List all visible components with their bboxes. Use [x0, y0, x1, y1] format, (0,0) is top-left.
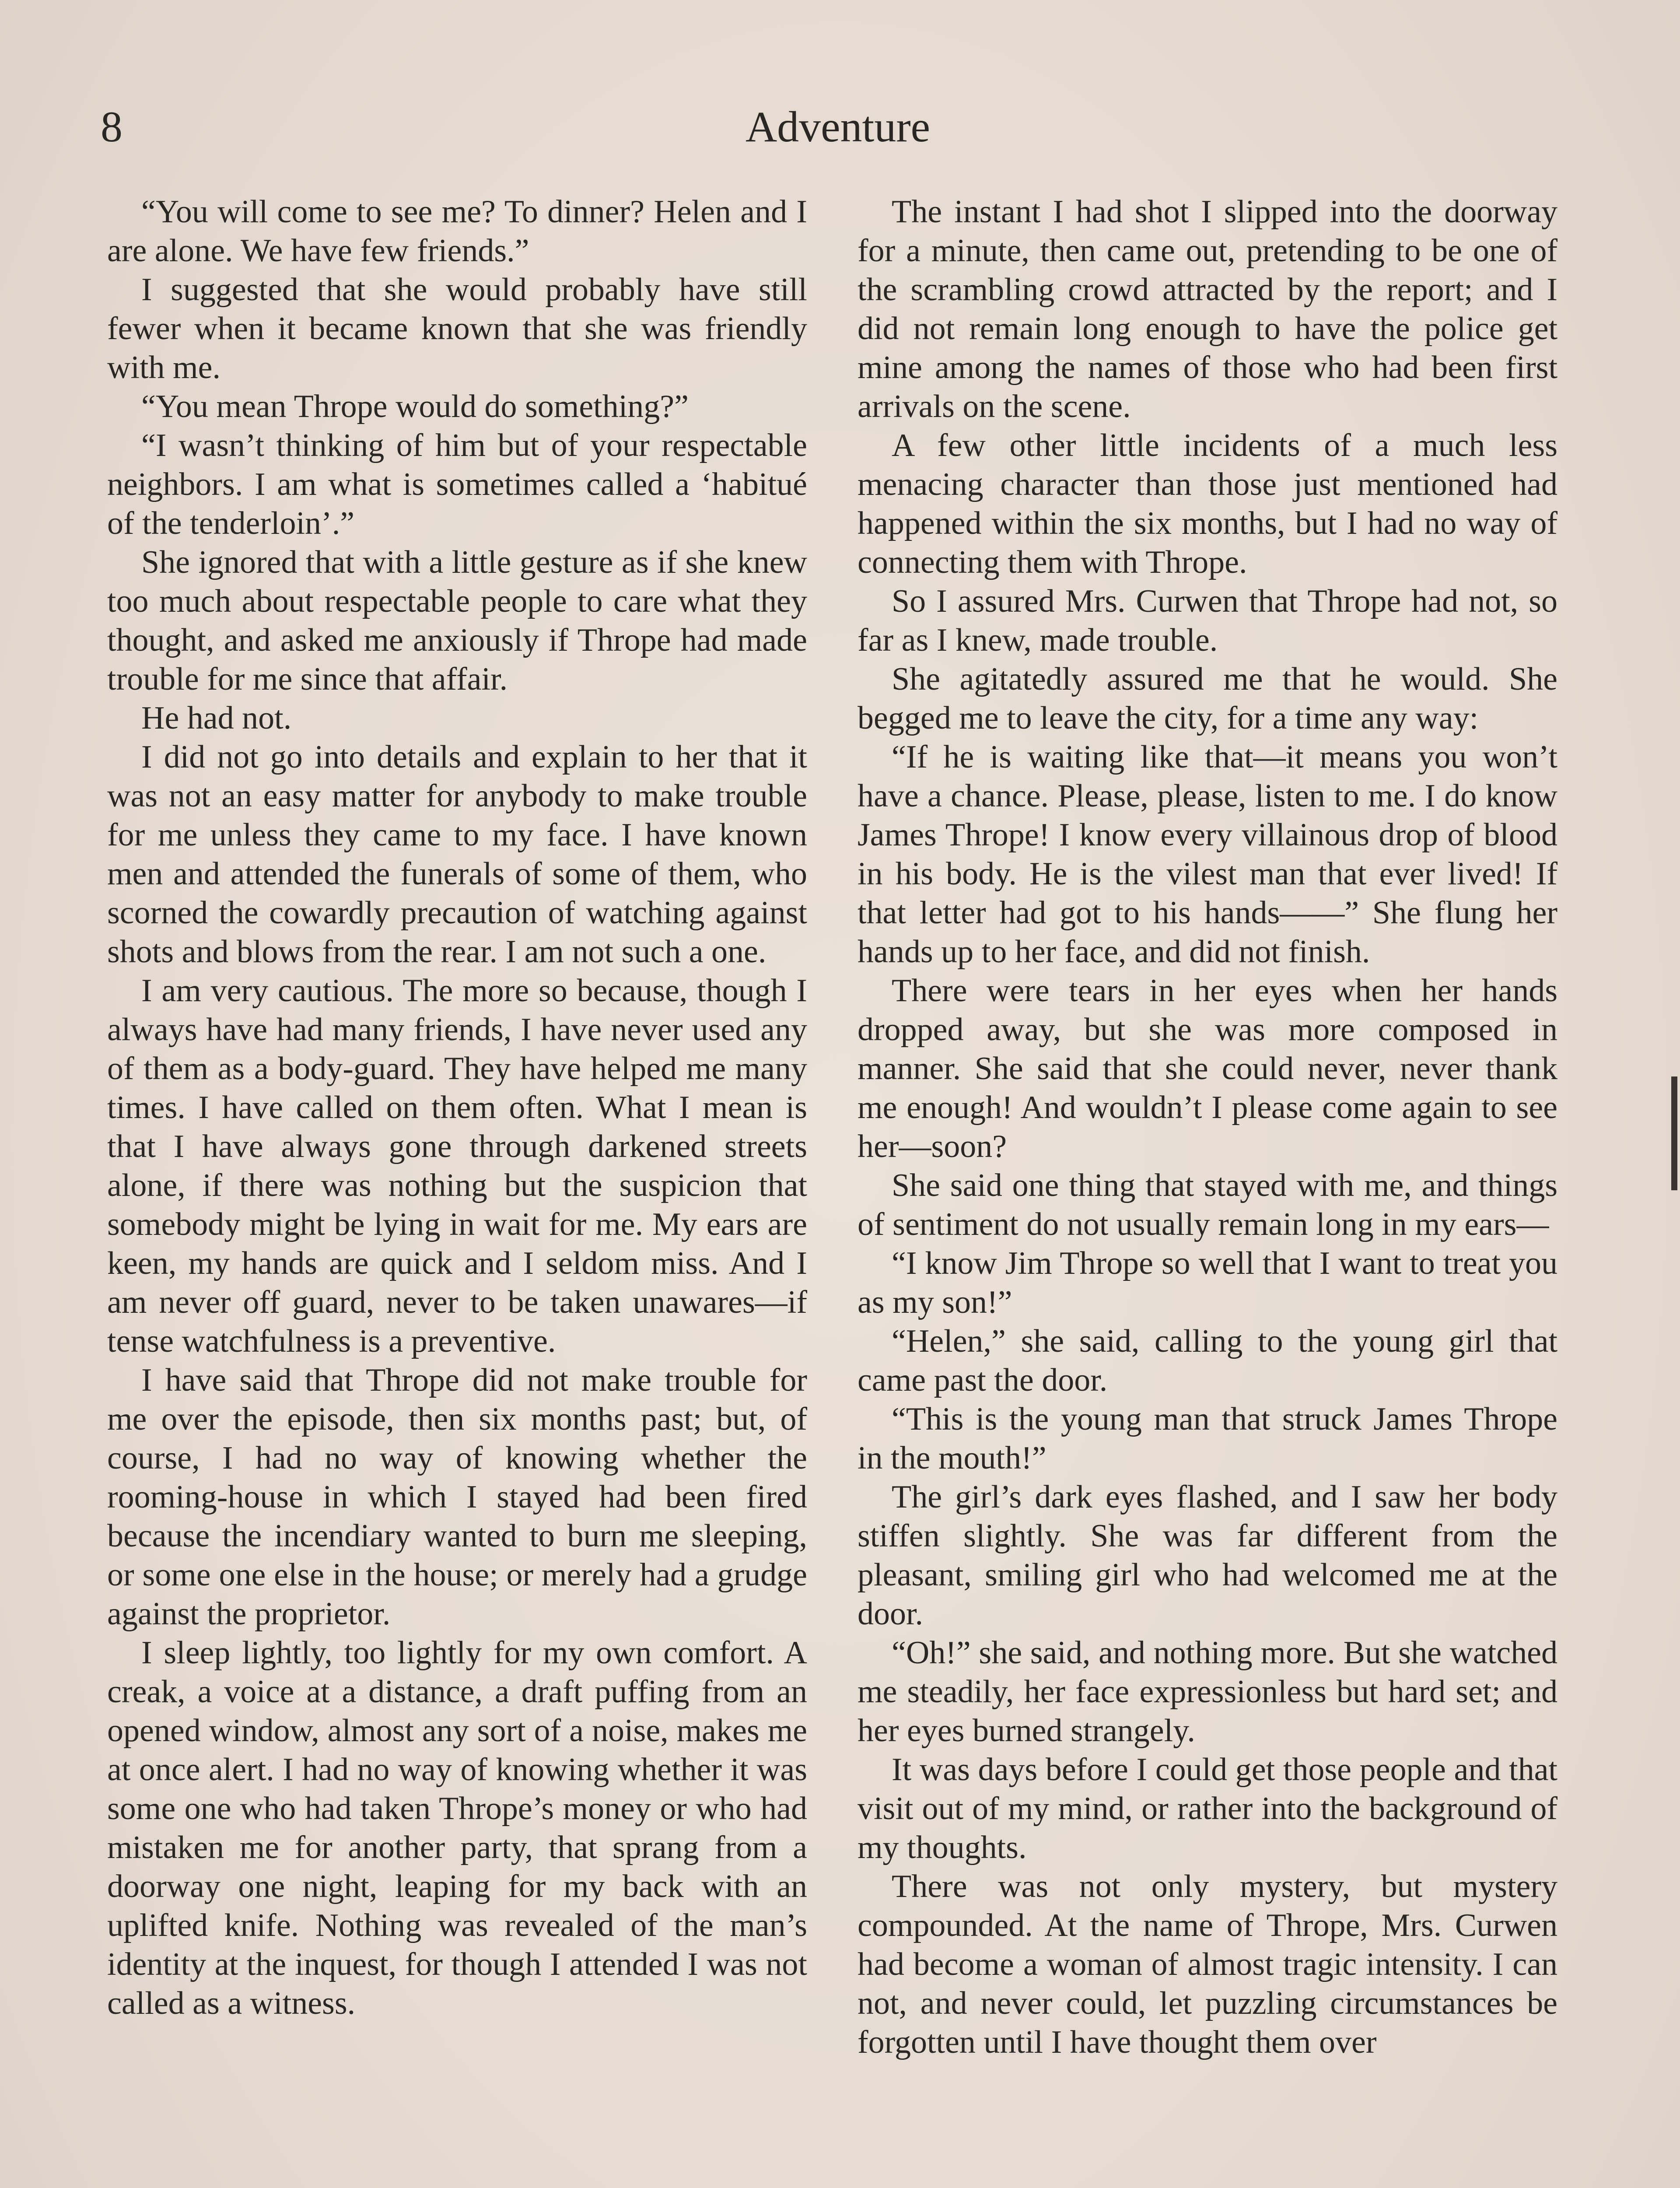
paragraph: There was not only mystery, but mystery compounded. At the name of Thrope, Mrs. Curwen had become a woman of almost tragic intensity. I can not, and never could, let puzzling circumstances be forgotten until I have thought them over: [858, 1869, 1558, 2060]
paragraph: She ignored that with a little gesture as if she knew too much about respectable people to care what they thought, and asked me anxiously if Thrope had made trouble for me since that affair.: [107, 544, 807, 697]
paragraph: “You mean Thrope would do something?”: [141, 389, 689, 424]
paragraph: He had not.: [141, 700, 292, 736]
page-header: [101, 92, 1575, 162]
paragraph: It was days before I could get those people and that visit out of my mind, or rather into the background of my thoughts.: [858, 1752, 1558, 1865]
paragraph: I suggested that she would probably have still fewer when it became known that she was friendly with me.: [107, 272, 807, 386]
paragraph: “This is the young man that struck James Thrope in the mouth!”: [858, 1401, 1558, 1476]
page-number: 8: [101, 102, 122, 151]
paragraph: “You will come to see me? To dinner? Helen and I are alone. We have few friends.”: [107, 194, 807, 269]
paragraph: I have said that Thrope did not make trouble for me over the episode, then six months past; but, of course, I had no way of knowing whether the rooming-house in which I stayed had been fired because the incendiary wanted to burn me sleeping, or some one else in the house; or merely had a grudge against the proprietor.: [107, 1362, 807, 1632]
paragraph: “If he is waiting like that—it means you won’t have a chance. Please, please, listen to me. I do know James Thrope! I know every villainous drop of blood in his body. He is the vilest man that ever lived! If that letter had got to his hands——” She flung her hands up to her face, and did not finish.: [858, 739, 1558, 970]
paragraph: The instant I had shot I slipped into the doorway for a minute, then came out, pretending to be one of the scrambling crowd attracted by the report; and I did not remain long enough to have the police get mine among the names of those who had been first arrivals on the scene.: [858, 194, 1558, 424]
paragraph: “I know Jim Thrope so well that I want to treat you as my son!”: [858, 1245, 1558, 1320]
paragraph: “I wasn’t thinking of him but of your respectable neighbors. I am what is sometimes called a ‘habitué of the tenderloin’.”: [107, 428, 807, 541]
paragraph: So I assured Mrs. Curwen that Thrope had not, so far as I knew, made trouble.: [858, 583, 1558, 658]
paragraph: I sleep lightly, too lightly for my own comfort. A creak, a voice at a distance, a draft puffing from an opened window, almost any sort of a noise, makes me at once alert. I had no way of knowing whether it was some one who had taken Thrope’s money or who had mistaken me for another party, that sprang from a doorway one night, leaping for my back with an uplifted knife. Nothing was revealed of the man’s identity at the inquest, for though I attended I was not called as a witness.: [107, 1635, 807, 2021]
paragraph: A few other little incidents of a much less menacing character than those just mentioned had happened within the six months, but I had no way of connecting them with Thrope.: [858, 428, 1558, 580]
right-column: [858, 193, 1558, 2062]
paragraph: I did not go into details and explain to her that it was not an easy matter for anybody to make trouble for me unless they came to my face. I have known men and attended the funerals of some of them, who scorned the cowardly precaution of watching against shots and blows from the rear. I am not such a one.: [107, 739, 807, 970]
paragraph: I am very cautious. The more so because, though I always have had many friends, I have never used any of them as a body-guard. They have helped me many times. I have called on them often. What I mean is that I have always gone through darkened streets alone, if there was nothing but the suspicion that somebody might be lying in wait for me. My ears are keen, my hands are quick and I seldom miss. And I am never off guard, never to be taken unawares—if tense watchfulness is a preventive.: [107, 973, 807, 1359]
paragraph: She said one thing that stayed with me, and things of sentiment do not usually remain long in my ears—: [858, 1168, 1558, 1242]
paragraph: The girl’s dark eyes flashed, and I saw her body stiffen slightly. She was far different from the pleasant, smiling girl who had welcomed me at the door.: [858, 1479, 1558, 1632]
paragraph: “Helen,” she said, calling to the young girl that came past the door.: [858, 1323, 1558, 1398]
running-title: Adventure: [745, 102, 931, 151]
paragraph: She agitatedly assured me that he would. She begged me to leave the city, for a time any way:: [858, 661, 1558, 736]
paragraph: “Oh!” she said, and nothing more. But she watched me steadily, her face expressionless but hard set; and her eyes burned strangely.: [858, 1635, 1558, 1749]
paragraph: There were tears in her eyes when her hands dropped away, but she was more composed in manner. She said that she could never, never thank me enough! And wouldn’t I please come again to see her—soon?: [858, 973, 1558, 1164]
page-edge-mark: [1671, 1076, 1677, 1190]
left-column: [107, 193, 807, 2023]
